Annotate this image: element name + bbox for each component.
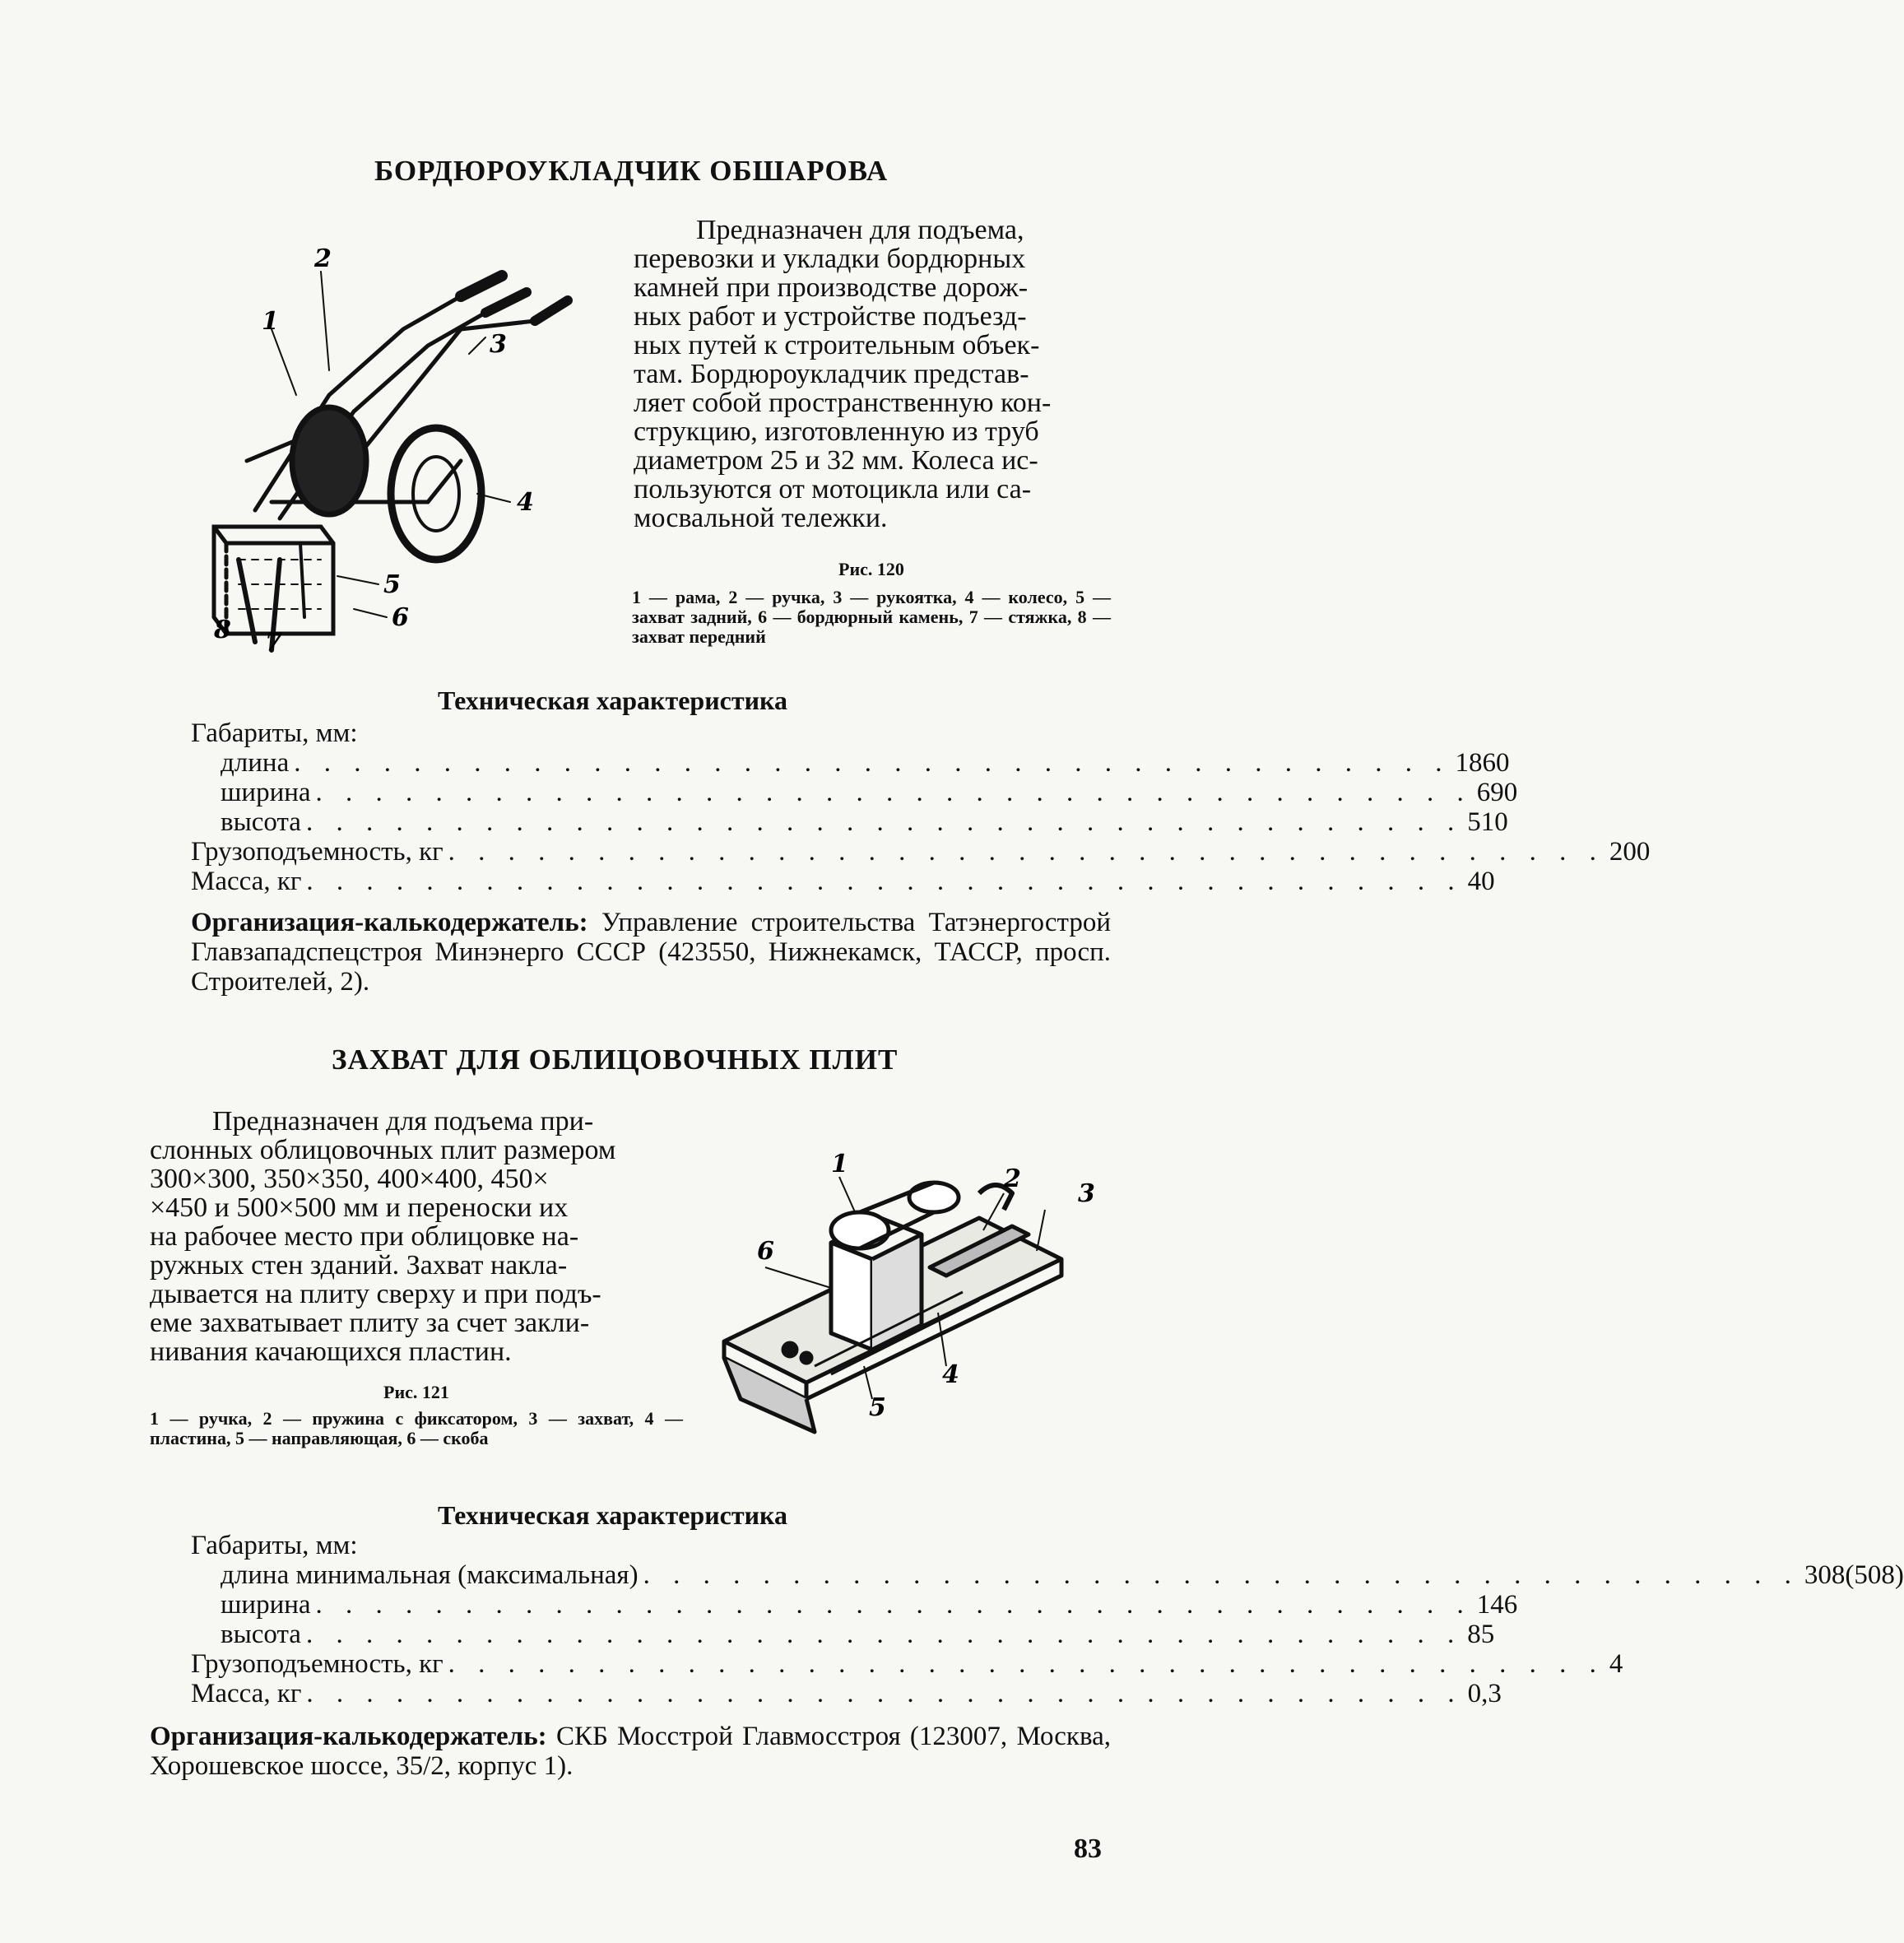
desc-line: нивания качающихся пластин. (150, 1336, 512, 1367)
spec-row (191, 1679, 1502, 1708)
spec-row (191, 1560, 1904, 1590)
desc-line: еме захватывает плиту за счет закли- (150, 1308, 590, 1338)
figure-120-curb-layer (189, 230, 584, 675)
figure-121-legend: 1 — ручка, 2 — пружина с фиксатором, 3 — захват, 4 — пластина, 5 — направляющая, 6 — скоба (150, 1408, 683, 1448)
desc-line: ×450 и 500×500 мм и переноски их (150, 1192, 569, 1223)
desc-line: дывается на плиту сверху и при подъ- (150, 1279, 601, 1309)
spec-row (191, 1590, 1518, 1620)
desc-line: 300×300, 350×350, 400×400, 450× (150, 1164, 549, 1194)
spec-leader-dots: . . . . . . . . . . . . . . . . . . . . . . . . . . . . . . . . . . . . . . . (448, 1649, 1604, 1679)
fig120-label-8: 8 (214, 616, 231, 644)
spec-leader-dots: . . . . . . . . . . . . . . . . . . . . . . . . . . . . . . . . . . . . . . . (305, 807, 1463, 837)
spec-label: Масса, кг (191, 1679, 302, 1708)
fig120-label-1: 1 (262, 307, 279, 336)
figure-120-legend: 1 — рама, 2 — ручка, 3 — рукоятка, 4 — колесо, 5 — захват задний, 6 — бордюрный камень, 7 — стяжка, 8 — захват передний (632, 587, 1111, 647)
section1-description (634, 216, 1111, 532)
spec-value: 0,3 (1467, 1679, 1502, 1708)
desc-line: диаметром 25 и 32 мм. Колеса ис- (634, 445, 1038, 476)
org-label: Организация-калькодержатель: (150, 1722, 547, 1751)
section2-spec-table (191, 1531, 1904, 1708)
spec-value: 4 (1609, 1649, 1623, 1679)
figure-120-caption (632, 560, 1111, 647)
desc-line: ных путей к строительным объек- (634, 330, 1040, 360)
desc-line: мосвальной тележки. (634, 503, 888, 533)
fig120-label-7: 7 (265, 628, 282, 657)
page-number: 83 (1074, 1834, 1102, 1864)
fig121-label-6: 6 (757, 1237, 774, 1266)
spec-value: 690 (1476, 778, 1518, 807)
spec-row (191, 867, 1495, 896)
desc-line: там. Бордюроукладчик представ- (634, 359, 1029, 389)
spec-leader-dots: . . . . . . . . . . . . . . . . . . . . . . . . . . . . . . . . . . . . . . . (305, 1620, 1463, 1649)
desc-line: ружных стен зданий. Захват накла- (150, 1250, 568, 1281)
section1-org (191, 908, 1111, 997)
section2-title: ЗАХВАТ ДЛЯ ОБЛИЦОВОЧНЫХ ПЛИТ (332, 1044, 899, 1076)
spec-label: высота (221, 807, 301, 837)
spec-row (191, 837, 1651, 867)
spec-value: 200 (1609, 837, 1651, 867)
spec-label: Грузоподъемность, кг (191, 837, 443, 867)
spec-leader-dots: . . . . . . . . . . . . . . . . . . . . . . . . . . . . . . . . . . . . . . . (315, 1590, 1472, 1620)
spec-value: 40 (1467, 867, 1495, 896)
section1-title: БОРДЮРОУКЛАДЧИК ОБШАРОВА (374, 155, 889, 187)
org-text: СКБ Мосстрой Главмосстроя (123007, Москва, Хорошевское шоссе, 35/2, корпус 1). (150, 1722, 1112, 1781)
desc-line: пользуются от мотоцикла или са- (634, 474, 1032, 504)
desc-line: камней при производстве дорож- (634, 272, 1029, 303)
figure-121-slab-gripper (716, 1136, 1103, 1465)
spec-value: 308(508) (1804, 1560, 1904, 1590)
spec-leader-dots: . . . . . . . . . . . . . . . . . . . . . . . . . . . . . . . . . . . . . . . (294, 748, 1451, 778)
section2-org (150, 1722, 1111, 1781)
figure-120-number: Рис. 120 (838, 559, 904, 579)
desc-line: перевозки и укладки бордюрных (634, 244, 1026, 274)
fig120-label-3: 3 (490, 330, 507, 359)
spec-label: длина (221, 748, 290, 778)
org-text: Управление строительства Татэнергострой Главзападспецстроя Минэнерго СССР (423550, Нижнекамск, ТАССР, просп. Строителей, 2). (191, 908, 1111, 997)
fig120-label-5: 5 (383, 570, 401, 599)
spec-label: длина минимальная (максимальная) (221, 1560, 639, 1590)
spec-row (191, 748, 1510, 778)
spec-row (191, 718, 1071, 748)
fig121-label-2: 2 (1004, 1164, 1021, 1193)
desc-line: Предназначен для подъема при- (212, 1106, 594, 1137)
spec-label: ширина (221, 1590, 311, 1620)
spec-row (191, 807, 1508, 837)
spec-row (191, 1620, 1495, 1649)
fig120-label-2: 2 (314, 244, 332, 273)
desc-line: Предназначен для подъема, (696, 215, 1024, 245)
spec-label: Масса, кг (191, 867, 302, 896)
desc-line: ляет собой пространственную кон- (634, 388, 1052, 418)
desc-line: на рабочее место при облицовке на- (150, 1221, 579, 1252)
spec-leader-dots: . . . . . . . . . . . . . . . . . . . . . . . . . . . . . . . . . . . . . . . (306, 867, 1463, 896)
spec-value: 510 (1467, 807, 1508, 837)
fig121-label-1: 1 (831, 1150, 848, 1178)
fig120-label-4: 4 (517, 488, 534, 517)
section1-spec-title: Техническая характеристика (438, 686, 787, 715)
org-label: Организация-калькодержатель: (191, 908, 588, 937)
spec-label: Габариты, мм: (191, 1531, 358, 1560)
spec-value: 85 (1467, 1620, 1495, 1649)
spec-label: Грузоподъемность, кг (191, 1649, 443, 1679)
spec-value: 1860 (1455, 748, 1510, 778)
spec-row (191, 778, 1518, 807)
desc-line: ных работ и устройстве подъезд- (634, 301, 1027, 332)
spec-leader-dots: . . . . . . . . . . . . . . . . . . . . . . . . . . . . . . . . . . . . . . . (306, 1679, 1463, 1708)
figure-121-number: Рис. 121 (383, 1382, 449, 1402)
fig121-label-5: 5 (869, 1393, 886, 1422)
spec-row (191, 1649, 1623, 1679)
fig120-label-6: 6 (392, 603, 409, 632)
figure-121-caption (150, 1383, 683, 1448)
desc-line: струкцию, изготовленную из труб (634, 416, 1039, 447)
spec-leader-dots: . . . . . . . . . . . . . . . . . . . . . . . . . . . . . . . . . . . . . . . (643, 1560, 1800, 1590)
spec-label: Габариты, мм: (191, 718, 358, 748)
desc-line: слонных облицовочных плит размером (150, 1135, 616, 1165)
spec-row (191, 1531, 1030, 1560)
section2-description (150, 1107, 683, 1366)
section1-spec-table (191, 718, 1651, 896)
spec-value: 146 (1476, 1590, 1518, 1620)
fig121-label-4: 4 (942, 1360, 959, 1389)
spec-leader-dots: . . . . . . . . . . . . . . . . . . . . . . . . . . . . . . . . . . . . . . . (315, 778, 1472, 807)
spec-leader-dots: . . . . . . . . . . . . . . . . . . . . . . . . . . . . . . . . . . . . . . . (448, 837, 1604, 867)
fig121-label-3: 3 (1078, 1179, 1095, 1208)
spec-label: высота (221, 1620, 301, 1649)
section2-spec-title: Техническая характеристика (438, 1500, 787, 1530)
spec-label: ширина (221, 778, 311, 807)
